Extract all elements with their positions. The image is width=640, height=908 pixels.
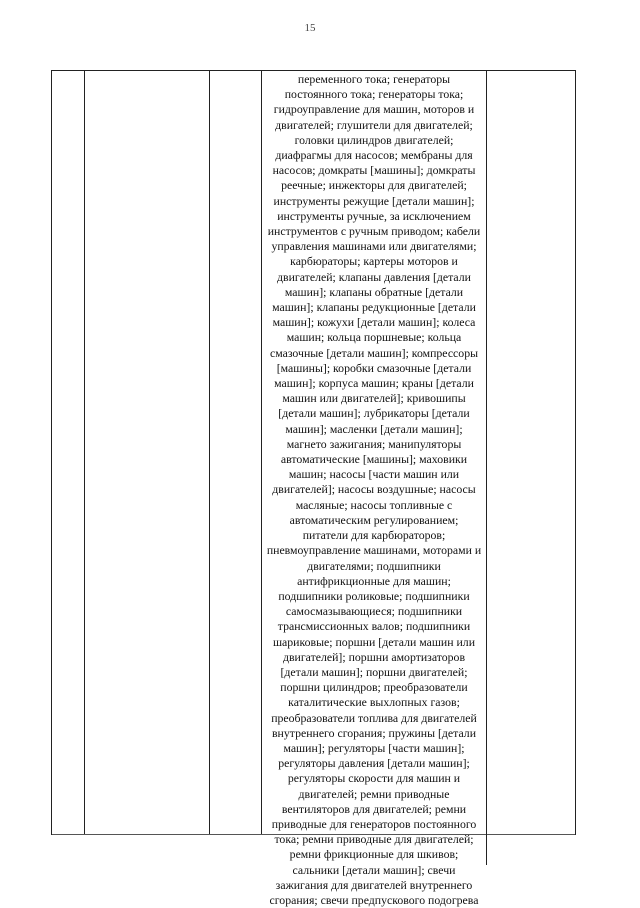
goods-line: зажигания для двигателей внутреннего bbox=[275, 877, 473, 892]
goods-line: инструменты ручные, за исключением bbox=[277, 208, 471, 223]
goods-line: питатели для карбюраторов; bbox=[302, 528, 446, 543]
goods-line: самосмазывающиеся; подшипники bbox=[285, 604, 463, 619]
goods-line: пневмоуправление машинами, моторами и bbox=[266, 543, 482, 558]
goods-line: [машины]; коробки смазочные [детали bbox=[276, 360, 472, 375]
goods-line: переменного тока; генераторы bbox=[297, 72, 451, 86]
goods-line: машин]; масленки [детали машин]; bbox=[285, 421, 463, 436]
goods-line: двигателей; глушители для двигателей; bbox=[275, 117, 473, 132]
goods-line: машин]; кожухи [детали машин]; колеса bbox=[272, 315, 476, 330]
goods-line: карбюраторы; картеры моторов и bbox=[290, 254, 458, 269]
goods-line: тока; ремни приводные для двигателей; bbox=[274, 832, 474, 847]
goods-line: инструментов с ручным приводом; кабели bbox=[267, 224, 481, 239]
goods-line: гидроуправление для машин, моторов и bbox=[273, 102, 475, 117]
goods-line: машин]; клапаны обратные [детали bbox=[284, 284, 464, 299]
goods-line: [детали машин]; лубрикаторы [детали bbox=[278, 406, 470, 421]
goods-line: регуляторы давления [детали машин]; bbox=[278, 756, 470, 771]
goods-line: насосов; домкраты [машины]; домкраты bbox=[272, 163, 476, 178]
goods-line: антифрикционные для машин; bbox=[297, 573, 451, 588]
goods-line: преобразователи топлива для двигателей bbox=[271, 710, 477, 725]
goods-line: машин]; корпуса машин; краны [детали bbox=[274, 376, 474, 391]
goods-line: [детали машин]; поршни двигателей; bbox=[280, 664, 468, 679]
goods-line: диафрагмы для насосов; мембраны для bbox=[275, 148, 473, 163]
goods-line: каталитические выхлопных газов; bbox=[288, 695, 460, 710]
goods-line: смазочные [детали машин]; компрессоры bbox=[269, 345, 479, 360]
goods-line: сгорания; свечи предпускового подогрева bbox=[269, 892, 479, 907]
column-divider-1 bbox=[84, 71, 85, 835]
goods-line: машин]; клапаны редукционные [детали bbox=[272, 300, 476, 315]
goods-line: магнето зажигания; манипуляторы bbox=[286, 436, 462, 451]
column-divider-2 bbox=[209, 71, 210, 835]
goods-line: регуляторы скорости для машин и bbox=[287, 771, 461, 786]
goods-line: машин; насосы [части машин или bbox=[288, 467, 460, 482]
goods-list-cell bbox=[262, 72, 486, 907]
goods-line: реечные; инжекторы для двигателей; bbox=[281, 178, 467, 193]
goods-cell-right-rule bbox=[486, 70, 487, 865]
goods-line: двигателей; ремни приводные bbox=[298, 786, 450, 801]
goods-line: масляные; насосы топливные с bbox=[295, 497, 453, 512]
goods-line: управления машинами или двигателями; bbox=[271, 239, 477, 254]
goods-line: инструменты режущие [детали машин]; bbox=[273, 193, 475, 208]
goods-line: двигателями; подшипники bbox=[307, 558, 441, 573]
goods-line: двигателей]; насосы воздушные; насосы bbox=[272, 482, 476, 497]
goods-line: двигателей]; поршни амортизаторов bbox=[282, 649, 466, 664]
goods-line: поршни цилиндров; преобразователи bbox=[280, 680, 468, 695]
goods-line: машин; кольца поршневые; кольца bbox=[286, 330, 462, 345]
goods-line: двигателей; клапаны давления [детали bbox=[277, 269, 471, 284]
goods-line: вентиляторов для двигателей; ремни bbox=[281, 801, 467, 816]
page-number: 15 bbox=[304, 22, 316, 34]
goods-line: сальники [детали машин]; свечи bbox=[292, 862, 456, 877]
goods-line: автоматические [машины]; маховики bbox=[280, 452, 468, 467]
goods-line: трансмиссионных валов; подшипники bbox=[277, 619, 471, 634]
goods-line: машин или двигателей]; кривошипы bbox=[282, 391, 466, 406]
goods-line: шариковые; поршни [детали машин или bbox=[272, 634, 476, 649]
goods-line: внутреннего сгорания; пружины [детали bbox=[271, 725, 477, 740]
goods-line: головки цилиндров двигателей; bbox=[294, 132, 454, 147]
goods-line: подшипники роликовые; подшипники bbox=[278, 588, 470, 603]
goods-line: машин]; регуляторы [части машин]; bbox=[283, 740, 465, 755]
goods-line: приводные для генераторов постоянного bbox=[271, 816, 477, 831]
goods-line: автоматическим регулированием; bbox=[289, 512, 459, 527]
goods-line: ремни фрикционные для шкивов; bbox=[289, 847, 459, 862]
goods-line: постоянного тока; генераторы тока; bbox=[284, 87, 464, 102]
